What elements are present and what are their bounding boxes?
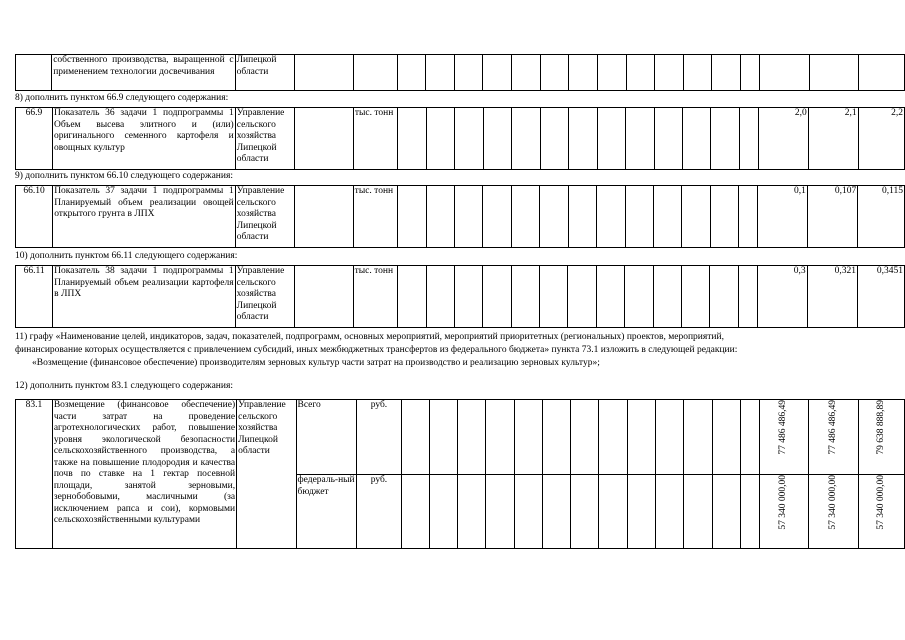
- amendment-note-10: 10) дополнить пунктом 66.11 следующего содержания:: [15, 251, 238, 261]
- amendment-note-11a: 11) графу «Наименование целей, индикаторов, задач, показателей, подпрограмм, основных мероприятий, мероприятий приоритетных (региональных) проектов, мероприятий,: [15, 332, 724, 342]
- value-1: 0,1: [758, 186, 808, 248]
- value-2: 0,321: [807, 266, 857, 328]
- value-1: 0,3: [757, 266, 807, 328]
- row-number: 66.9: [16, 108, 53, 170]
- amendment-note-11c: «Возмещение (финансовое обеспечение) производителям зерновых культур части затрат на производство и реализацию зерновых культур»;: [32, 358, 600, 368]
- row-number: 66.10: [16, 186, 53, 248]
- unit: тыс. тонн: [353, 108, 398, 170]
- unit: руб.: [357, 400, 401, 475]
- unit: тыс. тонн: [353, 266, 398, 328]
- funding-source: федераль-ный бюджет: [296, 475, 357, 549]
- value-3: 0,115: [858, 186, 905, 248]
- unit: руб.: [357, 475, 401, 549]
- row-number: 66.11: [16, 266, 53, 328]
- subsidy-table-83-1: [15, 399, 905, 549]
- value-2: 2,1: [808, 108, 858, 170]
- unit: тыс. тонн: [353, 186, 398, 248]
- executor: Управление сельского хозяйства Липецкой области: [235, 186, 294, 248]
- executor: Управление сельского хозяйства Липецкой области: [237, 400, 296, 549]
- executor: Управление сельского хозяйства Липецкой области: [235, 108, 294, 170]
- indicator-name: Показатель 38 задачи 1 подпрограммы 1 Планируемый объем реализации картофеля в ЛПХ: [53, 266, 235, 328]
- amendment-note-8: 8) дополнить пунктом 66.9 следующего содержания:: [15, 93, 229, 103]
- executor: Управление сельского хозяйства Липецкой области: [235, 266, 294, 328]
- table-row: [16, 55, 905, 91]
- amount-federal-2: 57 340 000,00: [827, 475, 838, 530]
- table-row: [16, 108, 905, 170]
- amount-total-2: 77 486 486,49: [827, 400, 838, 455]
- value-1: 2,0: [758, 108, 808, 170]
- indicator-table-66-9: [15, 107, 905, 170]
- indicator-name: Показатель 37 задачи 1 подпрограммы 1 Планируемый объем реализации овощей открытого грунта в ЛПХ: [53, 186, 236, 248]
- amendment-note-11b: финансирование которых осуществляется с привлечением субсидий, иных межбюджетных трансфертов из федерального бюджета» пункта 73.1 изложить в следующей редакции:: [15, 345, 738, 355]
- amendment-note-9: 9) дополнить пунктом 66.10 следующего содержания:: [15, 171, 233, 181]
- amount-total-3: 79 638 888,89: [875, 400, 886, 455]
- amount-federal-3: 57 340 000,00: [875, 475, 886, 530]
- table-row: [16, 400, 905, 475]
- indicator-name: собственного производства, выращенной с применением технологии досвечивания: [52, 55, 235, 91]
- funding-source: Всего: [296, 400, 357, 475]
- amendment-note-12: 12) дополнить пунктом 83.1 следующего содержания:: [15, 381, 233, 391]
- executor: Липецкой области: [235, 55, 294, 91]
- value-3: 0,3451: [857, 266, 904, 328]
- indicator-table-66-10: [15, 185, 905, 248]
- amount-total-1: 77 486 486,49: [778, 400, 789, 455]
- value-2: 0,107: [807, 186, 857, 248]
- table-row: [16, 266, 905, 328]
- indicator-table-top: [15, 54, 905, 91]
- measure-name: Возмещение (финансовое обеспечение) части затрат на проведение агротехнологических работ, повышение уровня экологической безопасности сельскохозяйственного производства, а также на повышение плодородия и качества почв по ставке на 1 гектар посевной площади, занятой зерновыми, зернобобовыми, масличными (за исключением рапса и сои), кормовыми сельскохозяйственными культурами: [52, 400, 236, 549]
- row-number: 83.1: [16, 400, 53, 549]
- value-3: 2,2: [858, 108, 904, 170]
- indicator-table-66-11: [15, 265, 905, 328]
- amount-federal-1: 57 340 000,00: [778, 475, 789, 530]
- table-row: [16, 186, 905, 248]
- indicator-name: Показатель 36 задачи 1 подпрограммы 1 Объем высева элитного и (или) оригинального семенного картофеля и овощных культур: [52, 108, 235, 170]
- cell-num: [16, 55, 52, 91]
